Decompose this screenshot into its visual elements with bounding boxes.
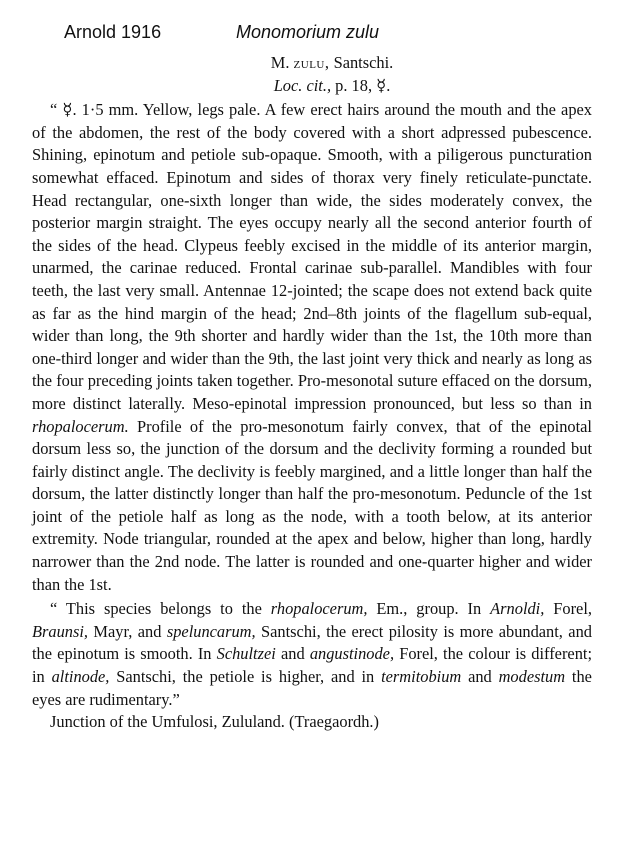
description-text-1: “ ☿. 1·5 mm. Yellow, legs pale. A few erect hairs around the mouth and the apex of the abdomen, the rest of the body covered with a short adpressed pubescence. Shining, epinotum and petiole sub-opaque. Smooth, with a piligerous puncturation somewhat effaced. Epinotum and sides of thorax very finely reticulate-punctate. Head rectangular, one-sixth longer than wide, the sides moderately convex, the posterior margin straight. The eyes occupy nearly all the second anterior fourth of the sides of the head. Clypeus feebly excised in the middle of its anterior margin, unarmed, the carinae reduced. Frontal carinae sub-parallel. Mandibles with four teeth, the last very small. Antennae 12-jointed; the scape does not extend back quite as far as the hind margin of the head; 2nd–8th joints of the flagellum sub-equal, wider than long, the 9th shorter and hardly wider than the 1st, the 10th more than one-third longer and wider than the 9th, the last joint very thick and nearly as long as the four preceding joints taken together. Pro-mesonotal suture effaced on the dorsum, more distinct laterally. Meso-epinotal impression pronounced, but less so than in — [32, 100, 592, 413]
citation-loc: Loc. cit., — [273, 75, 332, 95]
remarks-taxon: altinode, — [51, 667, 110, 687]
citation-page: p. 18, ☿. — [335, 75, 391, 95]
remarks-taxon: modestum — [498, 667, 566, 687]
citation — [32, 75, 592, 98]
description-text-2: Profile of the pro-mesonotum fairly convex, that of the epinotal dorsum less so, the junction of the dorsum and the declivity forming a rounded but fairly distinct angle. The declivity is feebly margined, and a little longer than half the dorsum, the latter distinctly longer than half the pro-mesonotum. Peduncle of the 1st joint of the petiole half as long as the node, with a tooth below, at its anterior extremity. Node triangular, rounded at the apex and below, higher than long, hardly narrower than the 2nd node. The latter is rounded and one-quarter higher and wider than the 1st. — [32, 416, 592, 594]
authority: Santschi. — [333, 53, 394, 72]
remarks-taxon: speluncarum, — [166, 621, 256, 641]
remarks-text: the eyes are rudimentary.” — [32, 667, 592, 709]
remarks-text: Em., group. In — [376, 599, 482, 619]
species-name: zulu, — [293, 53, 330, 72]
remarks-text: Santschi, the erect pilosity is more abundant, and the epinotum is smooth. In — [32, 621, 592, 664]
remarks-text: Forel, — [553, 599, 592, 619]
remarks-taxon: termitobium — [381, 667, 462, 687]
remarks-taxon: Braunsi, — [32, 621, 89, 641]
remarks-text: Mayr, and — [93, 621, 162, 641]
description-paragraph — [32, 99, 592, 596]
locality-line: Junction of the Umfulosi, Zululand. (Traegaordh.) — [50, 712, 379, 732]
remarks-text: and — [280, 644, 305, 664]
remarks-text: and — [468, 667, 492, 687]
description-italic-1: rhopalocerum. — [32, 416, 129, 436]
species-heading — [32, 52, 592, 75]
remarks-paragraph — [32, 598, 592, 711]
remarks-taxon: angustinode, — [309, 644, 395, 664]
remarks-text: Forel, the colour is different; in — [32, 644, 592, 687]
header-species: Monomorium zulu — [236, 22, 380, 42]
page-header — [0, 22, 627, 50]
header-author: Arnold 1916 — [64, 22, 162, 42]
remarks-taxon: Schultzei — [216, 644, 276, 664]
remarks-text: Santschi, the petiole is higher, and in — [116, 667, 375, 687]
document-body — [32, 52, 592, 734]
remarks-taxon: rhopalocerum, — [270, 599, 368, 619]
remarks-taxon: Arnoldi, — [490, 599, 545, 619]
genus-abbreviation: M. — [270, 53, 290, 72]
remarks-text: “ This species belongs to the — [50, 599, 262, 619]
